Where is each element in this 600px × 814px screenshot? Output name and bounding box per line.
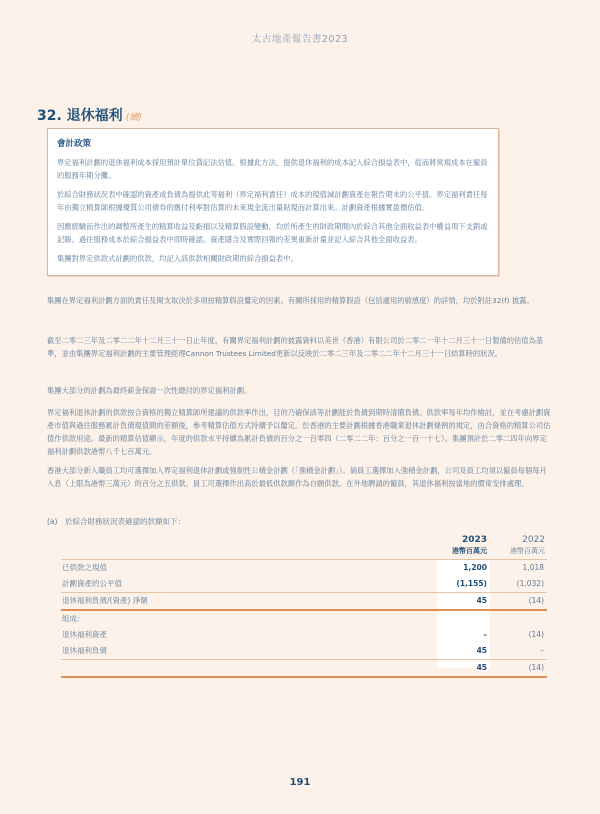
retirement-benefit-table bbox=[61, 535, 547, 678]
table-row bbox=[61, 560, 547, 576]
column-header-2022 bbox=[510, 535, 545, 556]
table-header bbox=[61, 535, 547, 559]
policy-paragraph: 於綜合財務狀況表中確認的資產或負債為提供此等福利（界定福利責任）成本的現值減計劃資產在報告期末的公平值。界定福利責任每年由獨立精算師根據優質公司債券的應付利率對估算的未來現金流出量貼現而計算出來。計劃資產根據實盈價估值。 bbox=[57, 190, 488, 212]
value-2022: (1,032) bbox=[516, 579, 544, 588]
body-paragraph: 截至二零二三年及二零二二年十二月三十一日止年度，有關界定福利計劃的披露資料以美世（香港）有限公司於二零二一年十二月三十一日製備的估值為基準，並由集團界定福利計劃的主要管理經理Cannon Trustees Limited更新以反映於二零二三年及二零二二年十二月三十一日結算時的狀況。 bbox=[47, 336, 544, 358]
body-paragraph: 集團在界定福利計劃方面的責任及開支取決於多項按精算假設釐定的因素。有關所採用的精算假設（包括適用的敏感度）的詳情，均於附註32(f) 披露。 bbox=[47, 296, 534, 305]
unit-label: 港幣百萬元 bbox=[452, 547, 487, 555]
page-number: 191 bbox=[289, 777, 311, 788]
value-2022: (14) bbox=[528, 663, 544, 672]
value-2023: 45 bbox=[476, 596, 487, 605]
value-2022: 1,018 bbox=[522, 563, 544, 572]
value-2022: (14) bbox=[528, 630, 544, 639]
body-paragraph: 集團大部分的計劃為最終薪金保證一次性總付的界定福利計劃。 bbox=[47, 386, 252, 395]
body-paragraph-block bbox=[47, 464, 553, 490]
table-row bbox=[61, 593, 547, 609]
table-row bbox=[61, 643, 547, 659]
year-label: 2023 bbox=[461, 535, 487, 545]
body-paragraph-block bbox=[47, 334, 553, 360]
list-item-label: (a) bbox=[47, 517, 58, 526]
value-2022: – bbox=[540, 646, 544, 655]
row-label: 計劃資產的公平值 bbox=[62, 579, 122, 588]
row-label: 退休福利負債 bbox=[62, 646, 107, 655]
column-header-2023 bbox=[452, 535, 487, 556]
table-row-total bbox=[61, 660, 547, 676]
body-paragraph: 香港大部分新入職員工均可選擇加入界定福利退休計劃或強制性公積金計劃（「強積金計劃」）。倘員工選擇加入強積金計劃，公司及員工均須以僱員每個每月入息（上限為港幣三萬元）的百分之五供款。員工可選擇作出高於最低供款額作為自願供款。在外地聘請的僱員，其退休福利按當地的慣常安排處理。 bbox=[47, 466, 547, 488]
value-2023: 45 bbox=[476, 646, 487, 655]
policy-paragraph: 集團對界定供款式計劃的供款，均記入該供款相關財政期的綜合損益表中。 bbox=[57, 254, 298, 263]
value-2022: (14) bbox=[528, 596, 544, 605]
value-2023: (1,155) bbox=[456, 579, 487, 588]
row-label: 退休福利資產 bbox=[62, 630, 107, 639]
table-row bbox=[61, 576, 547, 592]
section-title bbox=[37, 105, 142, 125]
accounting-policy-box bbox=[47, 128, 499, 276]
continued-marker: (續) bbox=[125, 113, 142, 123]
year-label: 2022 bbox=[522, 535, 545, 545]
body-paragraph-block bbox=[47, 384, 553, 397]
row-label: 已供款之現值 bbox=[62, 563, 107, 572]
table-row bbox=[61, 611, 547, 627]
policy-paragraph: 界定福利計劃的退休福利成本採用預計單位貸記法估值。根據此方法，提供退休福利的成本記入綜合損益表中，從而將常規成本在僱員的服務年期分攤。 bbox=[57, 158, 488, 180]
value-2023: – bbox=[483, 630, 487, 639]
body-paragraph-block bbox=[47, 406, 553, 458]
policy-heading: 會計政策 bbox=[57, 139, 92, 149]
policy-paragraph: 因應經驗而作出的調整所產生的精算收益及虧損以及精算假設變動，均於所產生的財政期間內於綜合其他全面收益表中權益項下支銷或記賬。過往服務成本於綜合損益表中即時確認。資產隱含及實際回報的差異重新計量並記入綜合其他全面收益表。 bbox=[57, 222, 488, 244]
body-paragraph: 界定福利退休計劃的供款按合資格的獨立精算師所建議的供款率作出，目的乃確保該等計劃能於負債到期時清償負債。供款率每年均作檢討，並在考慮計劃資產市值與過往服務累計負債現值間的差額後，參考精算估值方式持續予以釐定。於香港的主要計劃根據香港職業退休計劃條例的規定，由合資格的精算公司估值作供款用途。最新的精算估值顯示，年度的供款水平持續為累計負債的百分之一百零四（二零二二年：百分之一百一十七）。集團預計於二零二四年向界定福利計劃供款港幣八千七百萬元。 bbox=[47, 408, 551, 456]
section-title-text: 32. 退休福利 bbox=[37, 108, 123, 124]
body-paragraph-block bbox=[47, 294, 553, 307]
list-item-text: 於綜合財務狀況表確認的款額如下： bbox=[65, 517, 185, 526]
value-2023: 1,200 bbox=[463, 563, 487, 572]
table-row bbox=[61, 627, 547, 643]
list-item-a bbox=[47, 516, 185, 527]
row-label: 組成： bbox=[62, 614, 85, 623]
divider-thick bbox=[61, 676, 547, 678]
value-2023: 45 bbox=[476, 663, 487, 672]
row-label: 退休福利負債/(資產) 淨額 bbox=[62, 596, 148, 605]
unit-label: 港幣百萬元 bbox=[510, 547, 545, 555]
running-header: 太古地產報告書2023 bbox=[251, 34, 349, 45]
